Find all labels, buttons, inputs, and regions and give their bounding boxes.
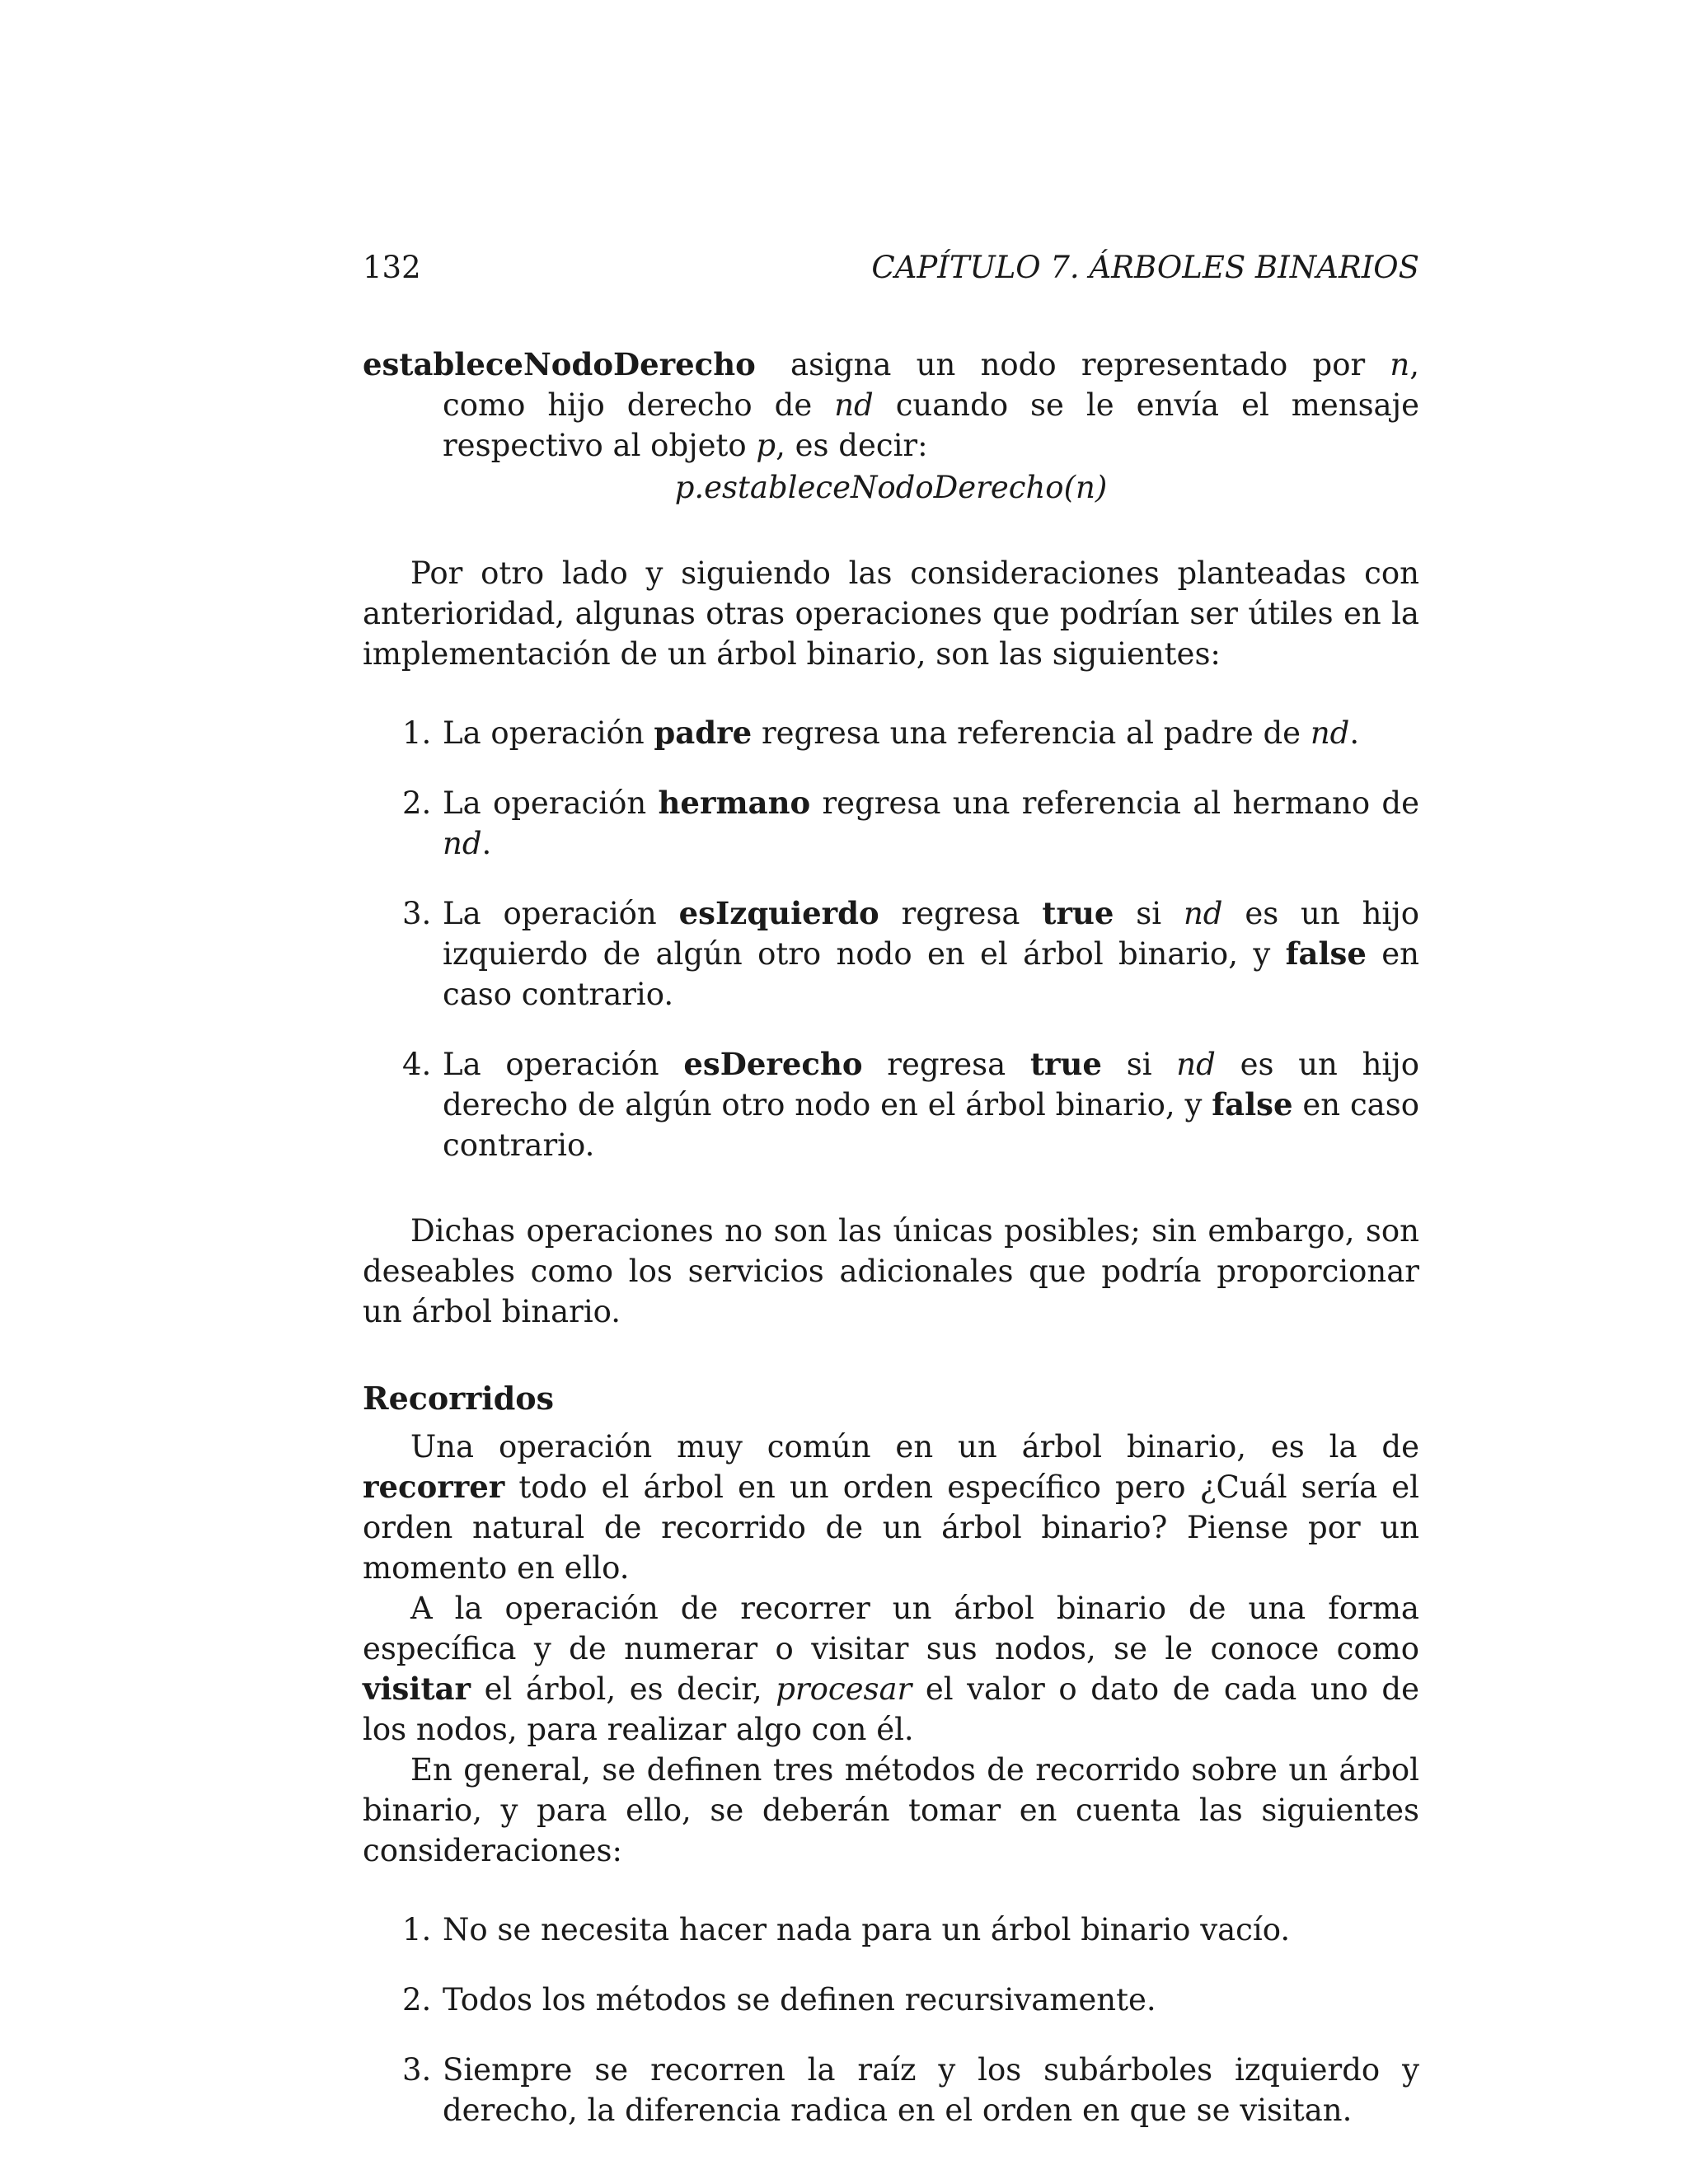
running-header — [363, 247, 1419, 297]
list-text: No se necesita hacer nada para un árbol binario vacío. — [443, 1912, 1291, 1947]
paragraph-text: el valor o dato de cada uno de los nodos, para realizar algo con él. — [363, 1671, 1419, 1747]
list-item — [363, 1910, 1419, 1950]
page-number: 132 — [363, 250, 421, 285]
intro-paragraph: Por otro lado y siguiendo las consideraciones planteadas con anterioridad, algunas otras operaciones que podrían ser útiles en la implementación de un árbol binario, son las siguientes: — [363, 555, 1419, 672]
list-text: regresa — [887, 1047, 1006, 1082]
false-keyword: false — [1285, 935, 1367, 972]
operation-var: nd — [1310, 715, 1350, 751]
operation-name: esIzquierdo — [678, 895, 879, 931]
list-item — [363, 783, 1419, 864]
definition-text: cuando se le envía el mensaje respectivo al objeto — [443, 387, 1419, 463]
definition-text: asigna un nodo representado por — [790, 347, 1366, 382]
true-keyword: true — [1029, 1046, 1102, 1082]
operations-list — [363, 713, 1419, 1165]
list-text: . — [481, 826, 492, 861]
definition-term: estableceNodoDerecho — [363, 346, 756, 382]
definition-formula: p.estableceNodoDerecho(n) — [674, 470, 1108, 505]
paragraph-text: todo el árbol en un orden específico pero ¿Cuál sería el orden natural de recorrido de un árbol binario? Piense por un momento en ello. — [363, 1469, 1419, 1586]
definition-var-n: n — [1390, 347, 1410, 382]
definition-var-nd: nd — [834, 387, 874, 423]
list-text: regresa — [901, 896, 1020, 931]
bold-term: visitar — [363, 1671, 471, 1707]
section-paragraph — [363, 1427, 1419, 1588]
list-number: 3. — [402, 896, 432, 931]
list-text: es un hijo derecho de algún otro nodo en el árbol binario, y — [443, 1047, 1420, 1122]
operation-name: padre — [654, 715, 753, 751]
list-text: La operación — [443, 896, 657, 931]
section-paragraph — [363, 1588, 1419, 1750]
true-keyword: true — [1042, 895, 1114, 931]
paragraph-text: el árbol, es decir, — [484, 1671, 762, 1707]
bold-term: recorrer — [363, 1469, 505, 1505]
paragraph-text: Una operación muy común en un árbol binario, es la de — [410, 1429, 1419, 1465]
italic-term: procesar — [776, 1671, 912, 1707]
list-item — [363, 1980, 1419, 2020]
list-number: 1. — [402, 1912, 432, 1947]
list-text: en caso contrario. — [443, 936, 1420, 1012]
list-item — [363, 713, 1419, 753]
list-text: regresa una referencia al hermano de — [822, 785, 1420, 821]
list-item — [363, 2050, 1419, 2130]
list-text: si — [1126, 1047, 1152, 1082]
book-page — [363, 247, 1419, 2130]
list-text: es un hijo izquierdo de algún otro nodo en el árbol binario, y — [443, 896, 1419, 972]
list-number: 4. — [402, 1047, 432, 1082]
operation-name: esDerecho — [683, 1046, 863, 1082]
list-number: 3. — [402, 2052, 432, 2088]
list-text: regresa una referencia al padre de — [761, 715, 1301, 751]
list-item — [363, 1044, 1419, 1165]
section-paragraph: En general, se definen tres métodos de recorrido sobre un árbol binario, y para ello, se deberán tomar en cuenta las siguientes consideraciones: — [363, 1752, 1419, 1868]
operation-name: hermano — [658, 785, 811, 821]
definition-text: , como hijo derecho de — [443, 347, 1419, 423]
list-number: 2. — [402, 1982, 432, 2018]
list-text: La operación — [443, 1047, 659, 1082]
false-keyword: false — [1212, 1086, 1293, 1122]
paragraph-text: A la operación de recorrer un árbol binario de una forma específica y de numerar o visitar sus nodos, se le conoce como — [363, 1591, 1419, 1666]
list-text: La operación — [443, 785, 647, 821]
list-number: 1. — [402, 715, 432, 751]
operation-var: nd — [1183, 896, 1223, 931]
operation-var: nd — [1176, 1047, 1216, 1082]
considerations-list — [363, 1910, 1419, 2130]
definition-item — [363, 344, 1419, 466]
list-number: 2. — [402, 785, 432, 821]
list-item — [363, 893, 1419, 1015]
list-text: en caso contrario. — [443, 1087, 1419, 1163]
section-heading: Recorridos — [363, 1380, 555, 1417]
list-text: Todos los métodos se definen recursivamente. — [443, 1982, 1156, 2018]
definition-text: , es decir: — [776, 428, 928, 463]
chapter-title: CAPÍTULO 7. ÁRBOLES BINARIOS — [871, 250, 1419, 285]
list-text: Siempre se recorren la raíz y los subárboles izquierdo y derecho, la diferencia radica en el orden en que se visitan. — [443, 2052, 1419, 2128]
list-text: . — [1349, 715, 1360, 751]
list-text: La operación — [443, 715, 645, 751]
operation-var: nd — [443, 826, 482, 861]
definition-var-p: p — [756, 428, 776, 463]
closing-paragraph: Dichas operaciones no son las únicas posibles; sin embargo, son deseables como los servicios adicionales que podría proporcionar un árbol binario. — [363, 1213, 1419, 1329]
list-text: si — [1136, 896, 1162, 931]
